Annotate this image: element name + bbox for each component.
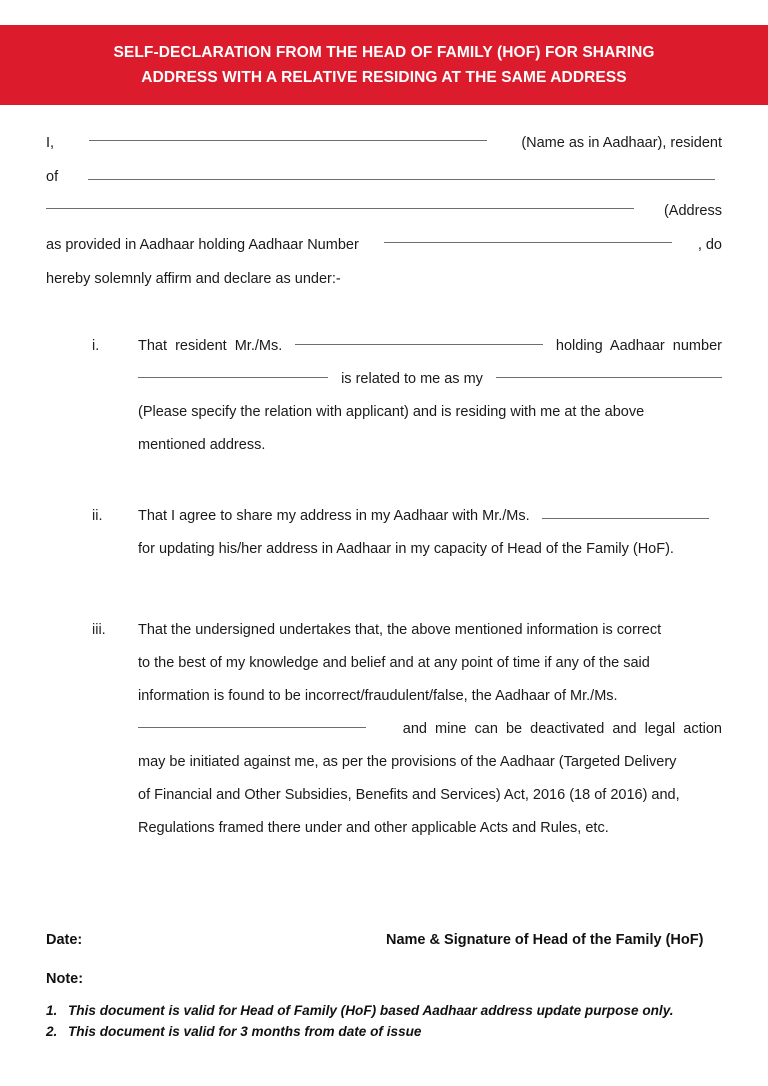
clause-i-line-1-suffix: holding Aadhaar number	[555, 338, 722, 354]
note-list-item	[46, 1021, 722, 1042]
clause-iii-line-3: information is found to be incorrect/fraudulent/false, the Aadhaar of Mr./Ms.	[138, 688, 618, 704]
name-blank-field[interactable]	[89, 126, 487, 141]
date-label: Date:	[46, 932, 83, 948]
document-header-banner	[0, 25, 768, 105]
document-footer	[46, 932, 722, 1042]
clause-body-iii	[138, 614, 722, 845]
intro-line-3-suffix: (Address	[663, 203, 722, 219]
clause-body-i	[138, 330, 722, 462]
clause-number-i: i.	[92, 338, 100, 354]
clause-ii-line-2: for updating his/her address in Aadhaar in my capacity of Head of the Family (HoF).	[138, 541, 674, 557]
clause-item-ii	[46, 500, 722, 566]
clause-ii-line-1-prefix: That I agree to share my address in my Aadhaar with Mr./Ms.	[138, 508, 530, 524]
clause-i-line-2	[138, 363, 722, 396]
intro-line-3	[46, 194, 722, 228]
intro-line-1-prefix: I,	[46, 135, 55, 151]
relative-name-blank-field[interactable]	[295, 330, 543, 345]
clause-i-line-3: (Please specify the relation with applicant) and is residing with me at the above	[138, 404, 645, 420]
clause-body-ii	[138, 500, 722, 566]
clause-i-line-1	[138, 330, 722, 363]
signature-row	[46, 932, 722, 948]
intro-line-4-prefix: as provided in Aadhaar holding Aadhaar Number	[46, 237, 359, 253]
intro-line-4-suffix: , do	[697, 237, 722, 253]
clause-i-line-4: mentioned address.	[138, 437, 266, 453]
note-list	[46, 1000, 722, 1042]
note-text: This document is valid for 3 months from date of issue	[68, 1024, 422, 1039]
clause-number-iii: iii.	[92, 622, 106, 638]
clause-item-iii	[46, 614, 722, 845]
clause-number-ii: ii.	[92, 508, 103, 524]
intro-line-5: hereby solemnly affirm and declare as under:-	[46, 271, 341, 287]
clause-item-i	[46, 330, 722, 462]
clause-iii-line-5: may be initiated against me, as per the provisions of the Aadhaar (Targeted Delivery	[138, 754, 677, 770]
banner-title-line-2: ADDRESS WITH A RELATIVE RESIDING AT THE SAME ADDRESS	[141, 69, 627, 86]
clause-iii-line-4	[138, 713, 722, 746]
intro-line-2	[46, 160, 722, 194]
address-blank-field-2[interactable]	[46, 194, 634, 209]
intro-line-2-prefix: of	[46, 169, 59, 185]
aadhaar-number-blank-field[interactable]	[384, 228, 672, 243]
share-with-name-blank-field[interactable]	[542, 504, 709, 519]
relation-blank-field[interactable]	[496, 363, 722, 378]
note-index: 2.	[46, 1024, 58, 1039]
signature-label: Name & Signature of Head of the Family (HoF)	[386, 932, 704, 948]
clause-iii-line-4-suffix: and mine can be deactivated and legal action	[402, 721, 722, 737]
clause-iii-line-1: That the undersigned undertakes that, the above mentioned information is correct	[138, 622, 662, 638]
clause-ii-line-1	[138, 500, 722, 533]
clause-i-line-2-text: is related to me as my	[341, 371, 483, 387]
note-label: Note:	[46, 971, 84, 987]
intro-line-4	[46, 228, 722, 262]
address-blank-field-1[interactable]	[88, 165, 715, 180]
clause-iii-line-6: of Financial and Other Subsidies, Benefits and Services) Act, 2016 (18 of 2016) and,	[138, 787, 680, 803]
clause-iii-line-7: Regulations framed there under and other applicable Acts and Rules, etc.	[138, 820, 609, 836]
deactivation-aadhaar-blank-field[interactable]	[138, 713, 366, 728]
declaration-clause-list	[46, 330, 722, 869]
relative-aadhaar-blank-field[interactable]	[138, 363, 328, 378]
clause-iii-line-2: to the best of my knowledge and belief and at any point of time if any of the said	[138, 655, 650, 671]
note-index: 1.	[46, 1003, 58, 1018]
banner-title-line-1: SELF-DECLARATION FROM THE HEAD OF FAMILY (HOF) FOR SHARING	[113, 44, 655, 61]
note-list-item	[46, 1000, 722, 1021]
declaration-intro-paragraph	[46, 126, 722, 296]
intro-line-1-suffix: (Name as in Aadhaar), resident	[521, 135, 722, 151]
note-text: This document is valid for Head of Family (HoF) based Aadhaar address update purpose only.	[68, 1003, 674, 1018]
clause-i-line-1-prefix: That resident Mr./Ms.	[138, 338, 283, 354]
intro-line-1	[46, 126, 722, 160]
